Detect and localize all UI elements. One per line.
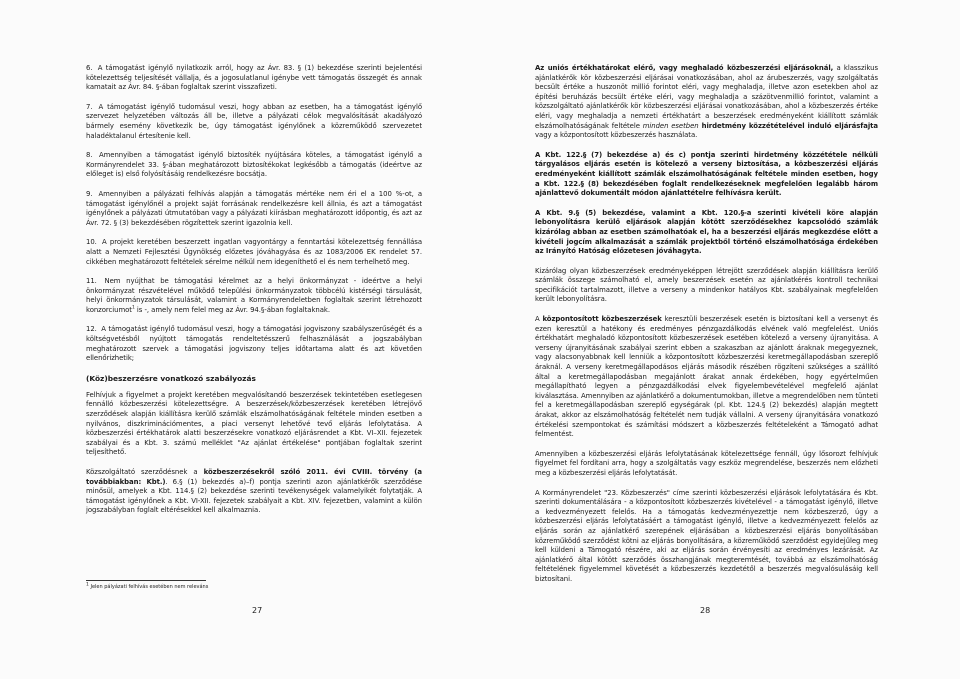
item-7: 7. A támogatást igénylő tudomásul veszi, hogy abban az esetben, ha a támogatást igénylő szervezet helyzetében változás áll be, illetve a pályázati célok megvalósítását akadályozó bármely esemény következik be, úgy támogatást igénylőnek a közreműködő szervezetet haladéktalanul értesítenie kell. bbox=[86, 102, 422, 140]
page-number-left: 27 bbox=[252, 606, 263, 615]
page-number-right: 28 bbox=[700, 606, 711, 615]
item-6: 6. A támogatást igénylő nyilatkozik arról, hogy az Ávr. 83. § (1) bekezdése szerinti bejelentési kötelezettség teljesítését vállalja, és a jogosulatlanul igénybe vett támogatás összegét és annak kamatait az Ávr. 84. §-ában foglaltak szerint visszafizeti. bbox=[86, 64, 423, 92]
footnote-reference: 1 bbox=[131, 305, 135, 311]
footnote: $^1$ Jelen pályázati felhívás esetében nem releváns bbox=[86, 582, 209, 590]
item-9: 9. Amennyiben a pályázati felhívás alapján a támogatás mértéke nem éri el a 100 %-ot, a támogatást igénylőnél a projekt saját forrásának rendelkezésre kell állnia, és azt a támogatást igénylőnek a pályázati útmutatóban vagy a pályázati kiírásban meghatározott időpontig, és azt az Ávr. 72. § (3) bekezdésében rögzítettek szerint igazolnia kell. bbox=[86, 189, 422, 227]
section-heading: (Köz)beszerzésre vonatkozó szabályozás bbox=[86, 373, 256, 383]
paragraph-government-decree: A Kormányrendelet "23. Közbeszerzés" címe szerinti közbeszerzési eljárások lefolytatására és Kbt. szerinti dokumentálására - a központosított közbeszerzés kivételével - a támogatást igénylő, illetve a kedvezményezett felelős. Ha a támogatás kedvezményezettje nem közbeszerző, úgy a közbeszerzési eljárás lefolytatásáért a támogatást igénylő, illetve a kedvezményezett felelős az eljárás során az ajánlatkérő szerepének eljárásában a közbeszerzési eljárás bonyolításában közreműködő szerződést kötni az eljárás bonyolítására, a közreműködő szerződést egyidejűleg meg kell küldeni a Támogató részére, aki az eljárás során érvényesíti az eredményes lezárását. Az ajánlatkérő által kötött szerződés összhangjának megteremtését, továbbá az elszámolhatóság feltételének figyelemmel követését a közbeszerzés kezdetétől a beszerzés megvalósulásáig kell biztosítani. bbox=[535, 488, 878, 583]
item-11: 11. Nem nyújthat be támogatási kérelmet az a helyi önkormányzat - ideértve a helyi önkormányzat részvételével működő települési önkormányzatok többcélú kistérségi társulását, helyi önkormányzatok társulását, valamint a Kormányrendeletben foglaltak szerint létrehozott konzorciumot$^1$ is -, amely nem felel meg az Ávr. 94.§-ában foglaltaknak. bbox=[86, 277, 422, 314]
paragraph-eu-threshold: Az uniós értékhatárokat elérő, vagy meghaladó közbeszerzési eljárásoknál, a klasszikus ajánlatkérők kör közbeszerzési eljárásai vonatkozásában, ahol az árubeszerzés, vagy szolgáltatás becsült értéke a huszonöt millió forintot eléri, vagy meghaladja, illetve azon esetekben ahol az építési beruházás becsült értéke eléri, vagy meghaladja a százötvenmillió forintot, valamint a közszolgáltató ajánlatkérők kör közbeszerzési eljárásai vonatkozásában, ahol a közbeszerzés értéke eléri, vagy meghaladja a nemzeti értékhatárt a beszerzések eredményeként kiállított számlák elszámolhatóságának feltétele minden esetben hirdetmény közzétételével induló eljárásfajta vagy a központosított közbeszerzés használata. bbox=[535, 64, 879, 140]
paragraph-central-procurement: A központosított közbeszerzések keresztüli beszerzések esetén is biztosítani kell a versenyt és ezen keresztül a hatékony és eredményes pénzgazdálkodás elvének való megfelelést. Uniós értékhatárt meghaladó központosított közbeszerzések esetében kötelező a verseny újranyitása. A verseny újranyitásának szabályai szerint ebben a szakaszban az ajánlott áraknak megegyeznek, vagy alacsonyabbnak kell lenniük a központosított közbeszerzési keretmegállapodásban szereplő áraknál. A verseny keretmegállapodásos eljárás második részében rögzíteni szükséges a szállító által a keretmegállapodásban megajánlott árakat annak érdekében, hogy egyértelműen megállapítható legyen a pénzgazdálkodási elvek figyelembevételével megfelelő ajánlat kiválasztása. Amennyiben az ajánlatkérő a dokumentumokban, illetve a megrendelőben nem tünteti fel a keretmegállapodásban szereplő egységárak (pl. Kbt. 124.§ (2) bekezdés) alapján megtett árakat, akkor az elszámolhatóság feltételét nem tudják vállalni. A verseny újranyitására vonatkozó értékelési szempontokat és számítási módszert a közbeszerzés feltételeként a Támogató adhat felmentést. bbox=[535, 315, 878, 439]
right-page bbox=[535, 64, 878, 595]
item-10: 10. A projekt keretében beszerzett ingatlan vagyontárgy a fenntartási kötelezettség fennállása alatt a Nemzeti Fejlesztési Ügynökség előzetes jóváhagyása és az 1083/2006 EK rendelet 57. cikkében meghatározott feltételek sérelme nélkül nem idegeníthető el és nem terhelhető meg. bbox=[86, 238, 423, 266]
paragraph-negotiated-procedure: A Kbt. 122.§ (7) bekezdése a) és c) pontja szerinti hirdetmény közzététele nélküli tárgyalásos eljárás esetén is kötelező a verseny biztosítása, a közbeszerzési eljárás eredményeként kiállított számlák elszámolhatóságának feltétele minden esetben, hogy a Kbt. 122.§ (8) bekezdésében foglalt rendelkezéseknek megfelelően legalább három ajánlattevő dokumentált módon ajánlattételre felhívásra került. bbox=[535, 150, 878, 198]
paragraph-eligible-invoices: Kizárólag olyan közbeszerzések eredményeképpen létrejött szerződések alapján kiállításra kerülő számlák összege számolható el, amely beszerzések esetén az ajánlatkérés kontroll technikai specifikációt tartalmazott, illetve a verseny a mindenkor hatályos Kbt. szabályainak megfelelően került lebonyolításra. bbox=[535, 266, 878, 304]
left-page bbox=[86, 64, 422, 526]
paragraph-procurement-notice: Felhívjuk a figyelmet a projekt keretében megvalósítandó beszerzések tekintetében esetlegesen fennálló közbeszerzési kötelezettségre. A beszerzések/közbeszerzések keretében létrejövő szerződések alapján kiállításra kerülő számlák elszámolhatóságának feltétele minden esetben a nyilvános, diszkriminációmentes, a piaci versenyt lehetővé tevő eljárás lefolytatása. A közbeszerzési értékhatárok alatti beszerzésekre vonatkozó eljárásrendet a Kbt. VI–XII. fejezetek szabályai és a Kbt. 3. számú melléklet "Az ajánlat értékelése" pontjában foglaltak szerint teljesíthető. bbox=[86, 390, 422, 457]
paragraph-exceptions: A Kbt. 9.§ (5) bekezdése, valamint a Kbt. 120.§-a szerinti kivételi köre alapján lebonyolításra kerülő eljárások alapján kötött szerződésekhez kapcsolódó számlák kizárólag abban az esetben számolhatóak el, ha a beszerzési eljárás megkezdése előtt a kivételi jogcím alkalmazását a számlák projektből történő elszámolhatósága érdekében az Irányító Hatóság előzetesen jóváhagyta. bbox=[535, 208, 878, 256]
item-12: 12. A támogatást igénylő tudomásul veszi, hogy a támogatási jogviszony szabályszerűségét és a költségvetésből nyújtott támogatás rendeltetésszerű felhasználását a jogszabályban meghatározott szervek a támogatási jogviszony teljes időtartama alatt és azt követően ellenőrizhetik; bbox=[86, 325, 422, 363]
paragraph-utility-contract: Közszolgáltató szerződésnek a közbeszerzésekről szóló 2011. évi CVIII. törvény (a továbbiakban: Kbt.). 6.§ (1) bekezdés a)–f) pontja szerinti azon ajánlatkérők szerződése minősül, amelyek a Kbt. 114.§ (2) bekezdése szerinti tevékenységek valamelyikét folytatják. A támogatást igénylőnek a Kbt. VI-XII. fejezetek szabályait a Kbt. XIV. fejezetben, valamint a külön jogszabályban foglalt eltérésekkel kell alkalmaznia. bbox=[86, 468, 423, 515]
item-8: 8. Amennyiben a támogatást igénylő biztosíték nyújtására köteles, a támogatást igénylő a Kormányrendelet 33. §-ában meghatározott biztosítékokat legkésőbb a támogatás (ideértve az előleget is) első folyósításáig rendelkezésre bocsátja. bbox=[86, 151, 423, 179]
footnote-divider bbox=[86, 580, 206, 581]
paragraph-procurement-order: Amennyiben a közbeszerzési eljárás lefolytatásának kötelezettsége fennáll, úgy lősorozt felhívjuk figyelmet fel fordítani arra, hogy a szolgáltatás vagy eszköz megrendelése, beszerzés nem előzheti meg a közbeszerzési eljárás lefolytatását. bbox=[535, 449, 878, 477]
